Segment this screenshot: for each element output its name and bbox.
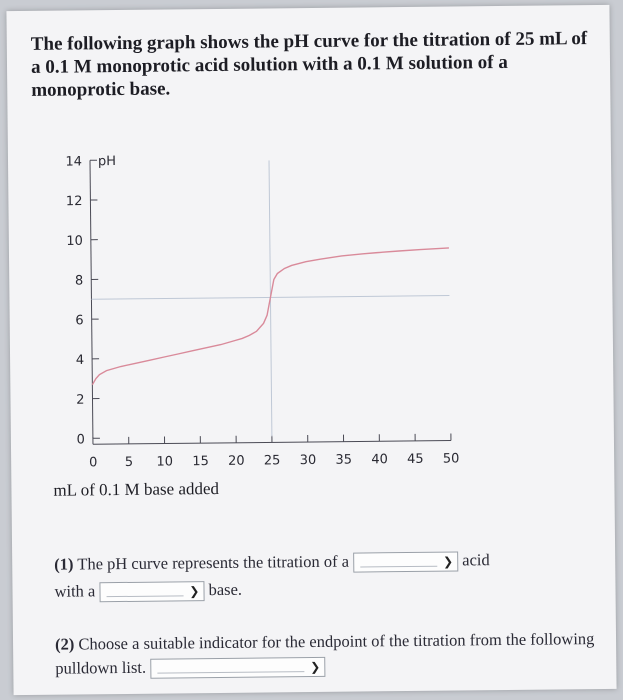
y-tick-label: 4: [75, 352, 85, 369]
part1-text-d: base.: [204, 579, 243, 600]
x-tick-label: 35: [335, 452, 353, 468]
part1-text-b: acid: [457, 550, 490, 570]
part1-number: (1): [54, 554, 74, 574]
x-tick-label: 50: [442, 451, 460, 467]
base-strength-select[interactable]: [99, 581, 204, 602]
x-tick-label: 45: [407, 451, 424, 468]
y-tick-label: 14: [65, 154, 83, 170]
chevron-down-icon: ❯: [189, 584, 200, 599]
part2-question: [55, 627, 615, 681]
question-page: [6, 5, 616, 695]
chevron-down-icon: ❯: [442, 554, 454, 569]
part2-number: (2): [54, 634, 75, 654]
x-tick-label: 30: [299, 452, 317, 469]
part2-text: Choose a suitable indicator for the endpoint of the titration from the following pulldown list.: [55, 629, 595, 678]
y-axis-label: pH: [97, 154, 117, 170]
part1-question: [54, 545, 605, 605]
y-tick-label: 8: [74, 273, 84, 289]
y-tick-label: 10: [66, 233, 83, 249]
x-tick-label: 25: [263, 453, 281, 469]
x-axis-label: mL of 0.1 M base added: [53, 478, 220, 500]
question-text: The following graph shows the pH curve for the titration of 25 mL of a 0.1 M monoprotic acid solution with a 0.1 M solution of a monoprotic base.: [30, 28, 588, 101]
y-tick-label: 12: [65, 194, 83, 210]
acid-strength-select[interactable]: [353, 552, 458, 573]
x-tick-label: 10: [156, 454, 174, 470]
x-tick-label: 40: [371, 452, 388, 468]
x-tick-label: 0: [88, 455, 98, 471]
y-tick-label: 0: [76, 432, 86, 448]
chevron-down-icon: ❯: [310, 660, 321, 675]
x-tick-label: 5: [124, 454, 134, 470]
y-tick-label: 2: [76, 392, 85, 408]
ph-curve-svg: [28, 134, 472, 484]
ph-curve-chart: [28, 134, 472, 484]
indicator-select[interactable]: [150, 657, 325, 679]
y-tick-label: 6: [75, 313, 84, 329]
part1-text-a: The pH curve represents the titration of a: [73, 551, 354, 574]
x-tick-label: 15: [192, 454, 209, 470]
part1-text-c: with a: [54, 581, 100, 601]
x-tick-label: 20: [228, 453, 245, 469]
